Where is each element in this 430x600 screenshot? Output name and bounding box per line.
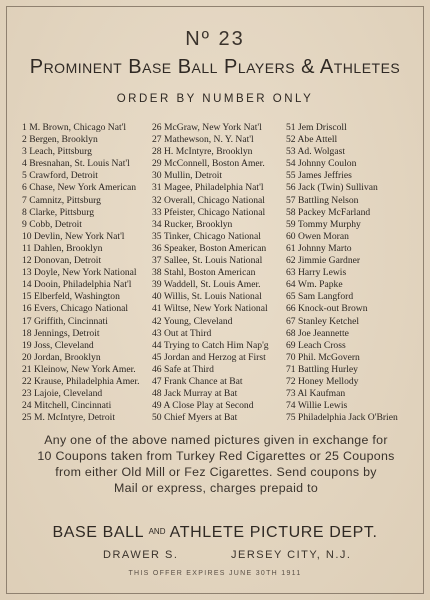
dept-right: ATHLETE PICTURE DEPT. (169, 524, 378, 541)
list-item: 2 Bergen, Brooklyn (22, 134, 98, 146)
list-item: 67 Stanley Ketchel (286, 315, 359, 327)
card-title: Prominent Base Ball Players & Athletes (29, 56, 401, 78)
list-item: 66 Knock-out Brown (286, 303, 368, 315)
list-item: 30 Mullin, Detroit (152, 170, 223, 182)
offer-text (28, 432, 404, 496)
list-item: 49 A Close Play at Second (152, 400, 254, 412)
list-item: 33 Pfeister, Chicago National (152, 206, 266, 218)
list-item: 27 Mathewson, N. Y. Nat'l (152, 134, 254, 146)
list-item: 12 Donovan, Detroit (22, 255, 102, 267)
list-item: 44 Trying to Catch Him Nap'g (152, 339, 269, 351)
list-item: 74 Willie Lewis (286, 400, 348, 412)
list-item: 41 Wiltse, New York National (152, 303, 268, 315)
list-item: 8 Clarke, Pittsburg (22, 206, 95, 218)
list-column-1 (22, 122, 140, 424)
list-item: 69 Leach Cross (286, 339, 346, 351)
list-item: 57 Battling Nelson (286, 194, 359, 206)
list-column-3 (286, 122, 398, 424)
list-item: 60 Owen Moran (286, 230, 349, 242)
list-item: 10 Devlin, New York Nat'l (22, 230, 125, 242)
list-item: 70 Phil. McGovern (286, 351, 360, 363)
list-item: 18 Jennings, Detroit (22, 327, 100, 339)
list-item: 62 Jimmie Gardner (286, 255, 361, 267)
list-item: 17 Griffith, Cincinnati (22, 315, 108, 327)
list-item: 38 Stahl, Boston American (152, 267, 256, 279)
list-item: 59 Tommy Murphy (286, 218, 361, 230)
list-item: 1 M. Brown, Chicago Nat'l (22, 122, 127, 133)
list-item: 14 Dooin, Philadelphia Nat'l (22, 279, 132, 291)
list-item: 64 Wm. Papke (286, 279, 343, 291)
list-item: 72 Honey Mellody (286, 375, 359, 387)
list-item: 9 Cobb, Detroit (22, 218, 82, 230)
list-item: 43 Out at Third (152, 327, 212, 339)
list-item: 24 Mitchell, Cincinnati (22, 400, 112, 412)
list-item: 56 Jack (Twin) Sullivan (286, 182, 378, 194)
list-item: 53 Ad. Wolgast (286, 146, 346, 158)
list-item: 28 H. McIntyre, Brooklyn (152, 146, 253, 158)
list-item: 22 Krause, Philadelphia Amer. (22, 375, 140, 387)
list-item: 26 McGraw, New York Nat'l (152, 122, 262, 133)
list-item: 73 Al Kaufman (286, 388, 346, 400)
list-item: 68 Joe Jeannette (286, 327, 349, 339)
list-item: 45 Jordan and Herzog at First (152, 351, 266, 363)
list-item: 48 Jack Murray at Bat (152, 388, 238, 400)
card-number: Nº 23 (185, 28, 245, 50)
list-item: 34 Rucker, Brooklyn (152, 218, 233, 230)
list-item: 29 McConnell, Boston Amer. (152, 158, 265, 170)
card-subtitle: ORDER BY NUMBER ONLY (116, 93, 314, 105)
list-item: 32 Overall, Chicago National (152, 194, 265, 206)
list-item: 20 Jordan, Brooklyn (22, 351, 101, 363)
list-item: 54 Johnny Coulon (286, 158, 357, 170)
list-item: 71 Battling Hurley (286, 363, 358, 375)
list-item: 25 M. McIntyre, Detroit (22, 412, 115, 424)
list-item: 52 Abe Attell (286, 134, 338, 146)
list-item: 3 Leach, Pittsburg (22, 146, 92, 158)
list-item: 31 Magee, Philadelphia Nat'l (152, 182, 264, 194)
list-item: 21 Kleinow, New York Amer. (22, 363, 136, 375)
list-item: 6 Chase, New York American (22, 182, 137, 194)
offer-line-2: 10 Coupons taken from Turkey Red Cigarettes or 25 Coupons (37, 449, 395, 463)
drawer-label: DRAWER S. (103, 549, 179, 561)
list-item: 63 Harry Lewis (286, 267, 347, 279)
list-item: 15 Elberfeld, Washington (22, 291, 120, 303)
list-item: 51 Jem Driscoll (286, 122, 347, 133)
list-item: 35 Tinker, Chicago National (152, 230, 261, 242)
list-item: 4 Bresnahan, St. Louis Nat'l (22, 158, 130, 170)
list-item: 13 Doyle, New York National (22, 267, 137, 279)
list-item: 65 Sam Langford (286, 291, 354, 303)
list-item: 23 Lajoie, Cleveland (22, 388, 103, 400)
list-item: 37 Sallee, St. Louis National (152, 255, 263, 267)
list-item: 5 Crawford, Detroit (22, 170, 98, 182)
offer-expiry: THIS OFFER EXPIRES JUNE 30TH 1911 (128, 570, 302, 577)
list-item: 19 Joss, Cleveland (22, 339, 94, 351)
list-item: 42 Young, Cleveland (152, 315, 233, 327)
list-item: 58 Packey McFarland (286, 206, 371, 218)
city-label: JERSEY CITY, N.J. (231, 549, 352, 561)
list-item: 50 Chief Myers at Bat (152, 412, 238, 424)
list-item: 55 James Jeffries (286, 170, 352, 182)
list-item: 61 Johnny Marto (286, 242, 352, 254)
list-item: 75 Philadelphia Jack O'Brien (286, 412, 398, 424)
list-item: 16 Evers, Chicago National (22, 303, 129, 315)
dept-left: BASE BALL (52, 524, 144, 541)
list-item: 36 Speaker, Boston American (152, 242, 267, 254)
dept-and: AND (148, 527, 166, 536)
offer-line-1: Any one of the above named pictures given in exchange for (44, 433, 388, 447)
list-column-2 (152, 122, 269, 424)
list-item: 39 Waddell, St. Louis Amer. (152, 279, 261, 291)
list-item: 40 Willis, St. Louis National (152, 291, 262, 303)
offer-line-4: Mail or express, charges prepaid to (113, 481, 319, 495)
list-item: 46 Safe at Third (152, 363, 214, 375)
offer-line-3: from either Old Mill or Fez Cigarettes. Send coupons by (55, 465, 377, 479)
list-item: 47 Frank Chance at Bat (152, 375, 243, 387)
list-item: 11 Dahlen, Brooklyn (22, 242, 103, 254)
department-name (0, 524, 430, 542)
list-item: 7 Camnitz, Pittsburg (22, 194, 101, 206)
